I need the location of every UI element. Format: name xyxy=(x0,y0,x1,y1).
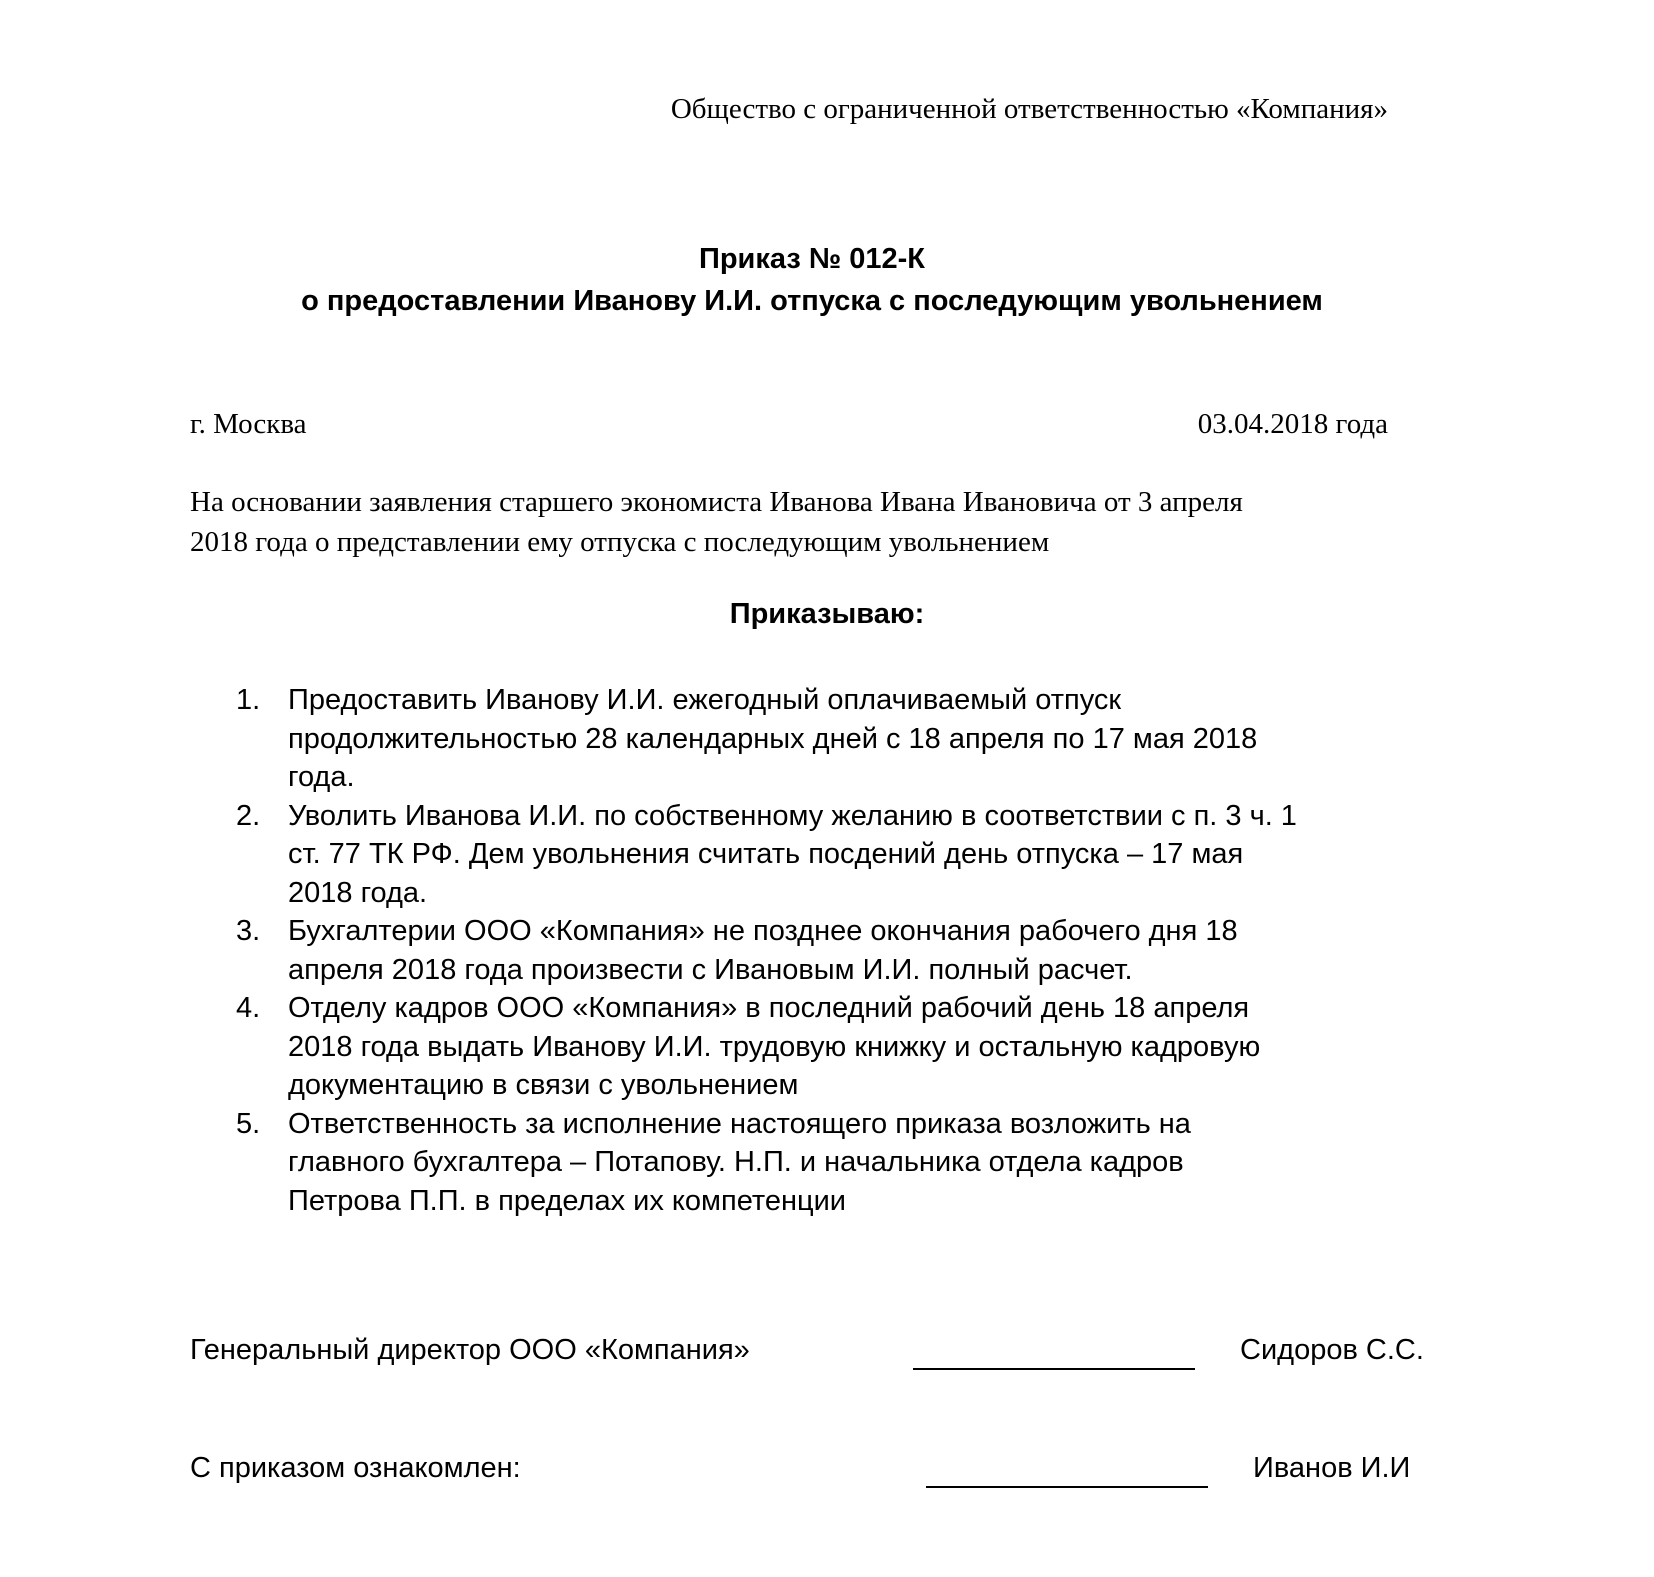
organization-name: Общество с ограниченной ответственностью «Компания» xyxy=(670,93,1388,125)
item-number: 1. xyxy=(236,684,261,716)
order-item xyxy=(236,681,1436,797)
employee-name: Иванов И.И xyxy=(1253,1452,1411,1484)
item-line: продолжительностью 28 календарных дней с 18 апреля по 17 мая 2018 xyxy=(288,722,1258,755)
item-text xyxy=(288,1105,1418,1221)
item-line: Отделу кадров ООО «Компания» в последний рабочий день 18 апреля xyxy=(288,992,1250,1024)
item-line: апреля 2018 года произвести с Ивановым И.И. полный расчет. xyxy=(288,953,1133,986)
order-item xyxy=(236,797,1436,913)
acknowledgement-signature-row xyxy=(190,1452,1460,1492)
order-item xyxy=(236,1105,1436,1221)
item-number: 3. xyxy=(236,915,261,947)
item-line: ст. 77 ТК РФ. Дем увольнения считать посдений день отпуска – 17 мая xyxy=(288,838,1244,870)
item-line: Бухгалтерии ООО «Компания» не позднее окончания рабочего дня 18 xyxy=(288,915,1238,947)
acknowledgement-label: С приказом ознакомлен: xyxy=(190,1452,521,1484)
order-items-list xyxy=(236,681,1436,1220)
item-line: Петрова П.П. в пределах их компетенции xyxy=(288,1184,846,1217)
item-line: главного бухгалтера – Потапову. Н.П. и начальника отдела кадров xyxy=(288,1146,1184,1178)
order-heading-text: Приказываю: xyxy=(729,598,925,630)
director-signature-line xyxy=(913,1368,1195,1370)
order-item xyxy=(236,989,1436,1105)
director-role: Генеральный директор ООО «Компания» xyxy=(190,1334,750,1366)
order-heading xyxy=(0,598,1654,631)
order-item xyxy=(236,912,1436,989)
director-signature-row xyxy=(190,1334,1460,1374)
item-text xyxy=(288,681,1418,797)
basis-line: 2018 года о представлении ему отпуска с последующим увольнением xyxy=(190,526,1050,558)
item-line: Ответственность за исполнение настоящего приказа возложить на xyxy=(288,1107,1191,1140)
item-line: Уволить Иванова И.И. по собственному желанию в соответствии с п. 3 ч. 1 xyxy=(288,799,1297,832)
item-number: 4. xyxy=(236,992,261,1024)
employee-signature-line xyxy=(926,1486,1208,1488)
city: г. Москва xyxy=(190,408,307,440)
order-number: Приказ № 012-К xyxy=(699,243,925,275)
item-text xyxy=(288,912,1418,989)
item-text xyxy=(288,989,1418,1105)
director-name: Сидоров С.С. xyxy=(1240,1334,1424,1366)
item-number: 5. xyxy=(236,1107,261,1140)
basis-paragraph xyxy=(190,482,1390,562)
order-subject: о предоставлении Иванову И.И. отпуска с последующим увольнением xyxy=(301,285,1323,317)
order-title xyxy=(222,238,1402,322)
item-text xyxy=(288,797,1418,913)
item-line: 2018 года выдать Иванову И.И. трудовую книжку и остальную кадровую xyxy=(288,1030,1261,1063)
basis-line: На основании заявления старшего экономиста Иванова Ивана Ивановича от 3 апреля xyxy=(190,486,1243,518)
item-line: документацию в связи с увольнением xyxy=(288,1069,799,1101)
order-date: 03.04.2018 года xyxy=(1197,408,1388,440)
item-line: года. xyxy=(288,761,355,793)
item-line: 2018 года. xyxy=(288,876,428,909)
item-number: 2. xyxy=(236,799,261,832)
item-line: Предоставить Иванову И.И. ежегодный оплачиваемый отпуск xyxy=(288,684,1122,716)
